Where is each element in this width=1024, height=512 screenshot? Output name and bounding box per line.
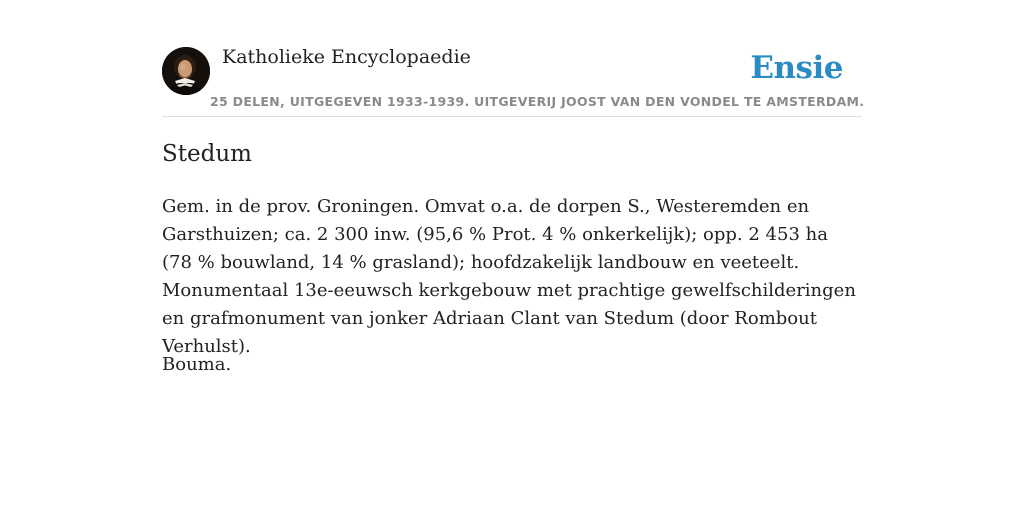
- site-header: [162, 0, 865, 117]
- site-title[interactable]: Katholieke Encyclopaedie: [222, 46, 471, 68]
- portrait-avatar-graphic: [162, 47, 210, 95]
- brand-logo-link[interactable]: Ensie: [750, 50, 843, 86]
- page: [162, 0, 865, 375]
- entry-author: Bouma.: [162, 354, 232, 375]
- site-subtitle: 25 DELEN, UITGEGEVEN 1933-1939. UITGEVERIJ JOOST VAN DEN VONDEL TE AMSTERDAM.: [210, 94, 865, 109]
- portrait-avatar-icon[interactable]: [162, 47, 210, 95]
- entry-title: Stedum: [162, 141, 252, 167]
- entry-body: Gem. in de prov. Groningen. Omvat o.a. de dorpen S., Westeremden en Garsthuizen; ca. 2 300 inw. (95,6 % Prot. 4 % onkerkelijk); opp. 2 453 ha (78 % bouwland, 14 % grasland); hoofdzakelijk landbouw en veeteelt. Monumentaal 13e-eeuwsch kerkgebouw met prachtige gewelfschilderingen en grafmonument van jonker Adriaan Clant van Stedum (door Rombout Verhulst).: [162, 196, 856, 357]
